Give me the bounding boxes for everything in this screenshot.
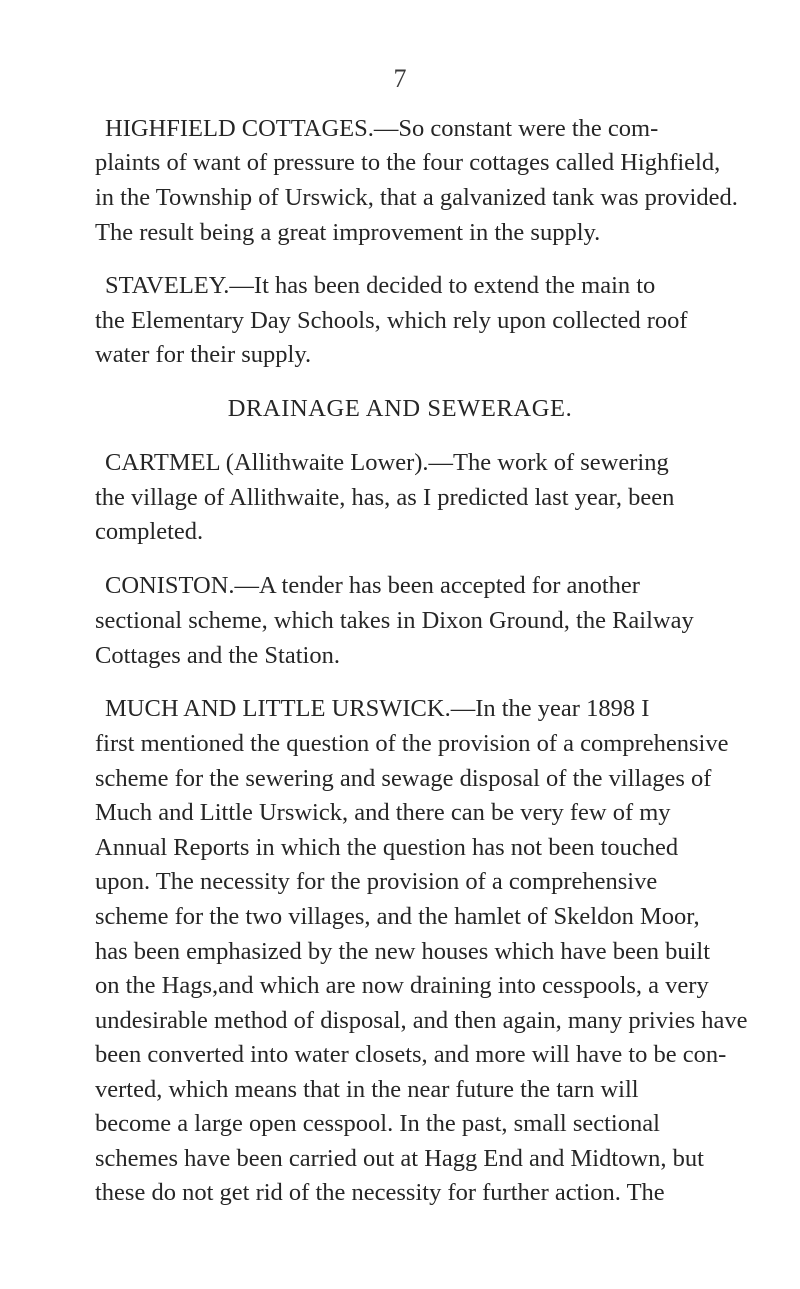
paragraph-urswick-line-3: scheme for the sewering and sewage disposal of the villages of: [95, 765, 712, 792]
paragraph-cartmel-line-2: the village of Allithwaite, has, as I predicted last year, been: [95, 484, 675, 511]
paragraph-urswick-line-6: upon. The necessity for the provision of a comprehensive: [95, 868, 658, 895]
paragraph-urswick-line-9: on the Hags,and which are now draining into cesspools, a very: [95, 972, 709, 999]
paragraph-urswick-line-8: has been emphasized by the new houses which have been built: [95, 938, 711, 965]
paragraph-cartmel-line-3: completed.: [95, 518, 204, 545]
paragraph-coniston-line-1: CONISTON.—A tender has been accepted for another: [105, 572, 640, 599]
paragraph-coniston-line-3: Cottages and the Station.: [95, 642, 340, 669]
paragraph-staveley-line-1: STAVELEY.—It has been decided to extend the main to: [105, 272, 656, 299]
paragraph-urswick-line-5: Annual Reports in which the question has not been touched: [95, 834, 679, 861]
paragraph-cartmel-line-1: CARTMEL (Allithwaite Lower).—The work of sewering: [105, 449, 669, 476]
paragraph-urswick-line-4: Much and Little Urswick, and there can be very few of my: [95, 799, 671, 826]
paragraph-urswick-line-7: scheme for the two villages, and the hamlet of Skeldon Moor,: [95, 903, 700, 930]
paragraph-highfield-line-4: The result being a great improvement in the supply.: [95, 219, 601, 246]
page-number: 7: [393, 64, 407, 93]
paragraph-staveley-line-3: water for their supply.: [95, 341, 312, 368]
paragraph-urswick-line-10: undesirable method of disposal, and then again, many privies have: [95, 1007, 748, 1034]
paragraph-coniston-line-2: sectional scheme, which takes in Dixon Ground, the Railway: [95, 607, 694, 634]
paragraph-highfield-line-3: in the Township of Urswick, that a galvanized tank was provided.: [95, 184, 738, 211]
paragraph-urswick-line-11: been converted into water closets, and more will have to be con-: [95, 1041, 727, 1068]
paragraph-urswick-line-15: these do not get rid of the necessity for further action. The: [95, 1179, 665, 1206]
paragraph-urswick-line-1: MUCH AND LITTLE URSWICK.—In the year 1898 I: [105, 695, 650, 722]
section-heading-drainage: DRAINAGE AND SEWERAGE.: [227, 395, 573, 422]
paragraph-urswick-line-13: become a large open cesspool. In the past, small sectional: [95, 1110, 660, 1137]
paragraph-urswick-line-14: schemes have been carried out at Hagg End and Midtown, but: [95, 1145, 704, 1172]
paragraph-staveley-line-2: the Elementary Day Schools, which rely upon collected roof: [95, 307, 688, 334]
paragraph-urswick-line-12: verted, which means that in the near future the tarn will: [95, 1076, 639, 1103]
paragraph-highfield-line-1: HIGHFIELD COTTAGES.—So constant were the com-: [105, 115, 659, 142]
paragraph-urswick-line-2: first mentioned the question of the provision of a comprehensive: [95, 730, 729, 757]
paragraph-highfield-line-2: plaints of want of pressure to the four cottages called Highfield,: [95, 149, 721, 176]
